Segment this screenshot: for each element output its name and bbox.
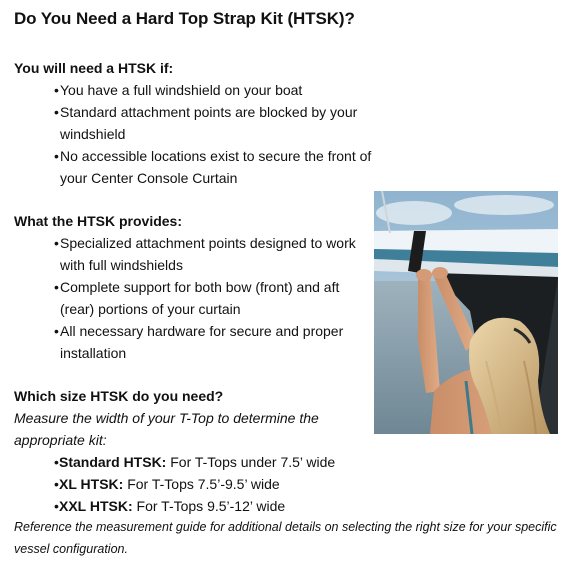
bullet-icon: • [54, 279, 59, 295]
provides-list [54, 232, 364, 364]
bullet-icon: • [54, 476, 59, 492]
list-item [54, 495, 384, 517]
bullet-icon: • [54, 148, 59, 164]
bullet-icon: • [54, 323, 59, 339]
list-item: • Standard attachment points are blocked by your windshield [54, 101, 384, 145]
size-name: Standard HTSK: [59, 454, 167, 470]
product-photo [374, 191, 558, 434]
list-item [54, 473, 384, 495]
list-item: • All necessary hardware for secure and proper installation [54, 320, 364, 364]
bullet-icon: • [54, 82, 59, 98]
bullet-icon: • [54, 454, 59, 470]
bullet-icon: • [54, 235, 59, 251]
section-size-heading: Which size HTSK do you need? [14, 388, 224, 404]
size-list [54, 451, 384, 517]
size-name: XXL HTSK: [59, 498, 133, 514]
list-item [54, 451, 384, 473]
list-item: • You have a full windshield on your boat [54, 79, 384, 101]
list-item: • Complete support for both bow (front) and aft (rear) portions of your curtain [54, 276, 364, 320]
reference-note: Reference the measurement guide for additional details on selecting the right size for your specific vessel configuration. [14, 520, 557, 556]
list-item: • No accessible locations exist to secure the front of your Center Console Curtain [54, 145, 384, 189]
need-list [54, 79, 384, 189]
section-need-heading: You will need a HTSK if: [14, 60, 174, 76]
size-desc: For T-Tops 7.5’-9.5’ wide [123, 476, 280, 492]
size-name: XL HTSK: [59, 476, 124, 492]
bullet-icon: • [54, 498, 59, 514]
page-title: Do You Need a Hard Top Strap Kit (HTSK)? [14, 9, 355, 28]
bullet-icon: • [54, 104, 59, 120]
size-desc: For T-Tops under 7.5’ wide [166, 454, 336, 470]
size-instruction: Measure the width of your T-Top to determine the appropriate kit: [14, 410, 319, 448]
list-item: • Specialized attachment points designed to work with full windshields [54, 232, 364, 276]
size-desc: For T-Tops 9.5’-12’ wide [132, 498, 286, 514]
section-provides-heading: What the HTSK provides: [14, 213, 183, 229]
